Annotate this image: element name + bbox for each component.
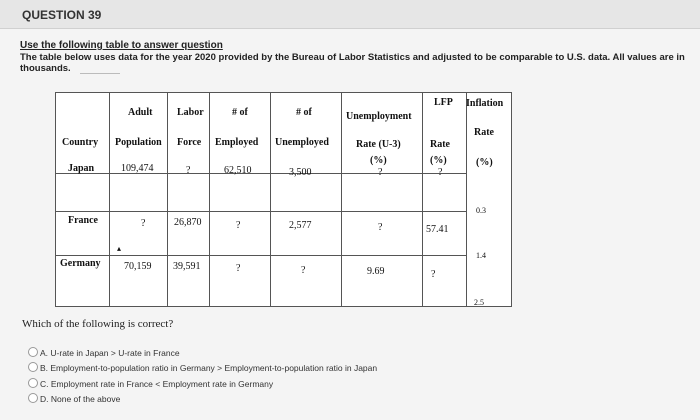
cell-inflation: 1.4 <box>476 251 486 260</box>
cell-unemployed: ? <box>301 265 306 276</box>
header-force: Force <box>177 137 202 148</box>
data-table <box>55 92 512 307</box>
cell-country: Japan <box>68 163 95 174</box>
cell-unemployed: 3,500 <box>289 167 312 178</box>
cursor-mark: ▴ <box>117 244 122 253</box>
question-header <box>0 0 700 29</box>
radio-button[interactable] <box>28 378 38 388</box>
radio-button[interactable] <box>28 362 38 372</box>
instructions-description: The table below uses data for the year 2020 provided by the Bureau of Labor Statistics and adjusted to be comparable to U.S. data. All values are in thousands. <box>20 52 685 74</box>
cell-force: ? <box>186 165 191 176</box>
header-unemployed: Unemployed <box>275 137 329 148</box>
cell-lfp: ? <box>431 269 436 280</box>
header-population: Population <box>115 137 162 148</box>
table-divider <box>56 173 466 174</box>
table-divider <box>56 255 466 256</box>
cell-employed: 62,510 <box>224 165 252 176</box>
table-divider <box>167 93 168 306</box>
header-labor: Labor <box>177 107 204 118</box>
header-num-of-unemployed: # of <box>296 107 312 118</box>
header-inflation: Inflation <box>466 98 504 109</box>
cell-population: 70,159 <box>124 261 152 272</box>
cell-rate-u3: ? <box>378 167 383 178</box>
cell-lfp: 57.41 <box>426 224 449 235</box>
question-prompt: Which of the following is correct? <box>22 318 174 330</box>
option-label: B. Employment-to-population ratio in Germany > Employment-to-population ratio in Japan <box>40 363 378 373</box>
cell-population: 109,474 <box>121 163 154 174</box>
option-b[interactable] <box>28 362 377 373</box>
cell-rate-u3: 9.69 <box>367 266 385 277</box>
cell-population: ? <box>141 218 146 229</box>
header-pct-u3: (%) <box>370 155 387 166</box>
option-a[interactable] <box>28 347 180 358</box>
option-d[interactable] <box>28 393 120 404</box>
table-divider <box>341 93 342 306</box>
header-num-of-employed: # of <box>232 107 248 118</box>
cell-country: Germany <box>60 258 101 269</box>
table-divider <box>422 93 423 306</box>
table-divider <box>109 93 110 306</box>
cell-force: 26,870 <box>174 217 202 228</box>
option-label: D. None of the above <box>40 394 121 404</box>
cell-inflation: 2.5 <box>474 298 484 307</box>
table-divider <box>209 93 210 306</box>
header-rate-inflation: Rate <box>474 127 494 138</box>
cell-unemployed: 2,577 <box>289 220 312 231</box>
divider <box>80 73 120 74</box>
option-label: A. U-rate in Japan > U-rate in France <box>40 348 180 358</box>
option-c[interactable] <box>28 378 273 389</box>
header-country: Country <box>62 137 99 148</box>
cell-country: France <box>68 215 98 226</box>
table-divider <box>270 93 271 306</box>
radio-button[interactable] <box>28 393 38 403</box>
header-lfp: LFP <box>434 97 453 108</box>
cell-employed: ? <box>236 220 241 231</box>
cell-force: 39,591 <box>173 261 201 272</box>
radio-button[interactable] <box>28 347 38 357</box>
header-adult: Adult <box>128 107 153 118</box>
header-unemployment: Unemployment <box>346 111 412 122</box>
cell-rate-u3: ? <box>378 222 383 233</box>
header-employed: Employed <box>215 137 259 148</box>
header-rate-u3: Rate (U-3) <box>356 139 401 150</box>
table-divider <box>56 211 466 212</box>
header-pct-lfp: (%) <box>430 155 447 166</box>
header-pct-inflation: (%) <box>476 157 493 168</box>
instructions-heading: Use the following table to answer question <box>20 40 223 51</box>
cell-inflation: 0.3 <box>476 206 486 215</box>
table-divider <box>466 93 467 306</box>
option-label: C. Employment rate in France < Employment rate in Germany <box>40 379 274 389</box>
cell-lfp: ? <box>438 167 443 178</box>
question-title: QUESTION 39 <box>22 8 102 22</box>
cell-employed: ? <box>236 263 241 274</box>
header-rate-lfp: Rate <box>430 139 450 150</box>
